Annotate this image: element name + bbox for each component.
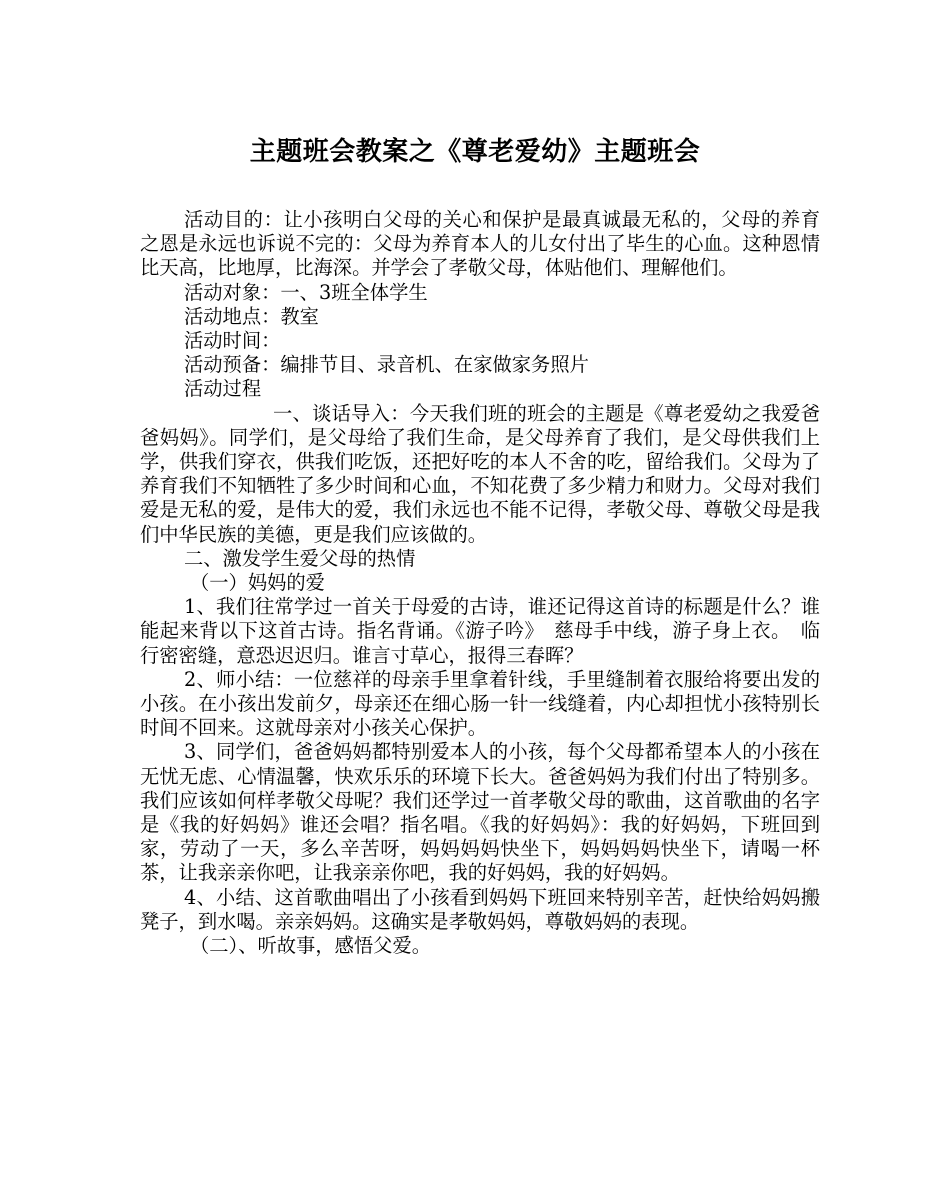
paragraph-target: 活动对象：一、3班全体学生 <box>184 280 428 304</box>
document-title: 主题班会教案之《尊老爱幼》主题班会 <box>249 137 701 167</box>
paragraph-item-1: 1、我们往常学过一首关于母爱的古诗，谁还记得这首诗的标题是什么？谁能起来背以下这首古诗。指名背诵。《游子吟》 慈母手中线，游子身上衣。 临行密密缝，意恐迟迟归。谁言寸草心，报得三春晖？ <box>140 595 820 667</box>
paragraph-purpose: 活动目的：让小孩明白父母的关心和保护是最真诚最无私的，父母的养育之恩是永远也诉说不完的：父母为养育本人的儿女付出了毕生的心血。这种恩情比天高，比地厚，比海深。并学会了孝敬父母，体贴他们、理解他们。 <box>140 208 820 280</box>
paragraph-item-3: 3、同学们，爸爸妈妈都特别爱本人的小孩，每个父母都希望本人的小孩在无忧无虑、心情温馨，快欢乐乐的环境下长大。爸爸妈妈为我们付出了特别多。我们应该如何样孝敬父母呢？我们还学过一首孝敬父母的歌曲，这首歌曲的名字是《我的好妈妈》谁还会唱？指名唱。《我的好妈妈》：我的好妈妈，下班回到家，劳动了一天，多么辛苦呀，妈妈妈妈快坐下，妈妈妈妈快坐下，请喝一杯茶，让我亲亲你吧，让我亲亲你吧，我的好妈妈，我的好妈妈。 <box>140 740 820 885</box>
paragraph-item-2: 2、师小结：一位慈祥的母亲手里拿着针线，手里缝制着衣服给将要出发的小孩。在小孩出发前夕，母亲还在细心肠一针一线缝着，内心却担忧小孩特别长时间不回来。这就母亲对小孩关心保护。 <box>140 667 820 740</box>
paragraph-preparation: 活动预备：编排节目、录音机、在家做家务照片 <box>184 353 589 377</box>
paragraph-subsection-father-love: （二）、听故事，感悟父爱。 <box>190 934 432 958</box>
paragraph-item-4: 4、小结、这首歌曲唱出了小孩看到妈妈下班回来特别辛苦，赶快给妈妈搬凳子，到水喝。亲亲妈妈。这确实是孝敬妈妈，尊敬妈妈的表现。 <box>140 885 820 933</box>
paragraph-introduction: 一、谈话导入：今天我们班的班会的主题是《尊老爱幼之我爱爸爸妈妈》。同学们，是父母给了我们生命，是父母养育了我们，是父母供我们上学，供我们穿衣，供我们吃饭，还把好吃的本人不舍的吃，留给我们。父母为了养育我们不知牺牲了多少时间和心血，不知花费了多少精力和财力。父母对我们爱是无私的爱，是伟大的爱，我们永远也不能不记得，孝敬父母、尊敬父母是我们中华民族的美德，更是我们应该做的。 <box>140 401 820 546</box>
paragraph-time: 活动时间： <box>184 329 281 353</box>
paragraph-process-heading: 活动过程 <box>184 377 262 401</box>
paragraph-location: 活动地点：教室 <box>184 304 319 328</box>
paragraph-subsection-mother-love: （一）妈妈的爱 <box>190 571 325 595</box>
paragraph-section-two-heading: 二、激发学生爱父母的热情 <box>184 546 416 570</box>
document-body <box>140 208 820 958</box>
